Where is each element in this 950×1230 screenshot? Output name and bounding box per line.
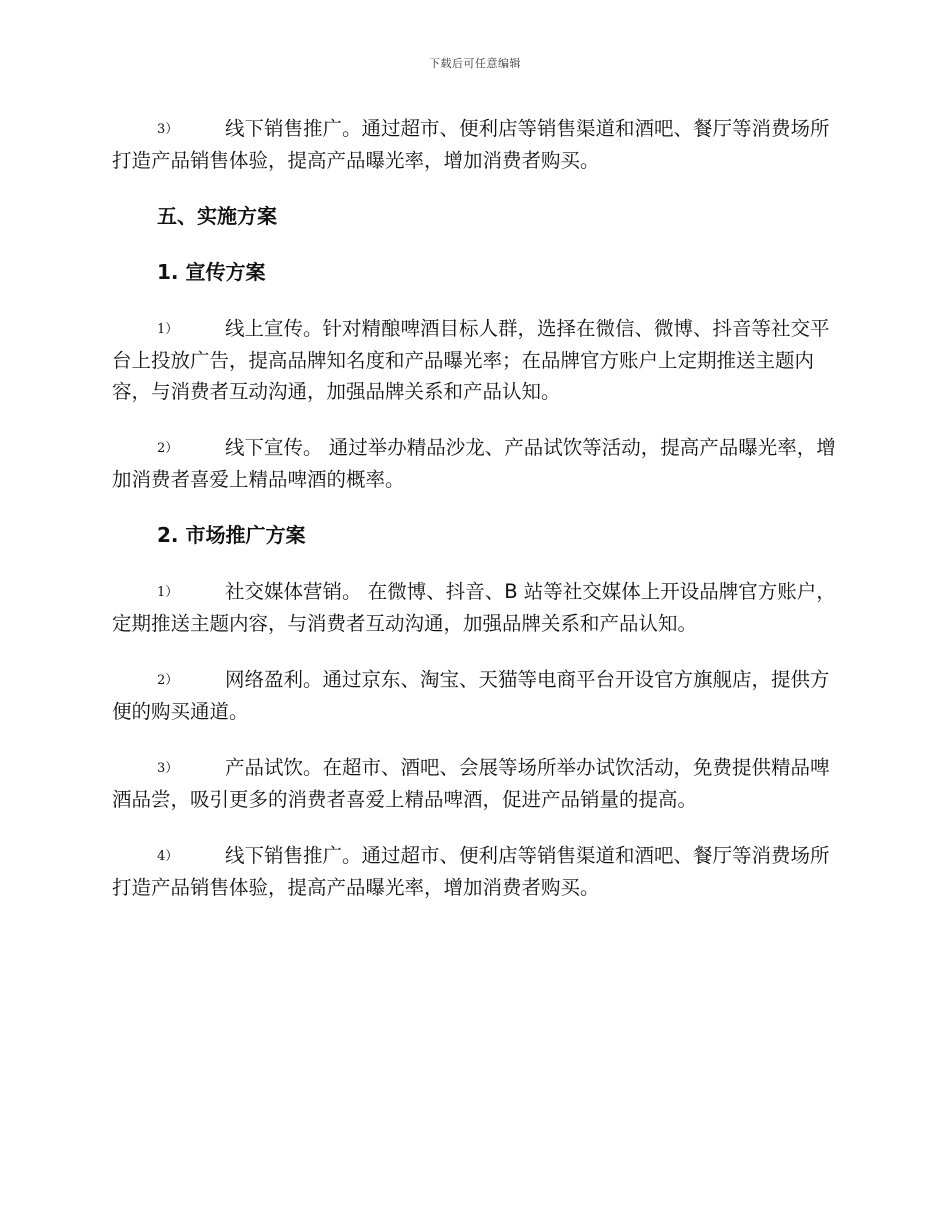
- list-number: 2）: [157, 441, 179, 456]
- list-number: 2）: [157, 673, 179, 688]
- paragraph-product-tasting: [112, 752, 838, 815]
- paragraph-text: 网络盈利。通过京东、淘宝、天猫等电商平台开设官方旗舰店，提供方便的购买通道。: [112, 668, 830, 723]
- paragraph-offline-sales-promo: [112, 113, 838, 176]
- section-heading-implementation: 五、实施方案: [157, 204, 277, 228]
- subsection-heading-market-promotion: 2. 市场推广方案: [157, 523, 306, 547]
- subsection-heading-publicity: 1. 宣传方案: [157, 260, 266, 284]
- paragraph-online-profit: [112, 664, 838, 727]
- list-number: 4）: [157, 849, 179, 864]
- paragraph-text: 社交媒体营销。 在微博、抖音、B 站等社交媒体上开设品牌官方账户，定期推送主题内容，与消费者互动沟通，加强品牌关系和产品认知。: [112, 580, 836, 635]
- paragraph-offline-publicity: [112, 432, 838, 495]
- paragraph-text: 产品试饮。在超市、酒吧、会展等场所举办试饮活动，免费提供精品啤酒品尝，吸引更多的消费者喜爱上精品啤酒，促进产品销量的提高。: [112, 756, 830, 811]
- paragraph-text: 线下宣传。 通过举办精品沙龙、产品试饮等活动，提高产品曝光率，增加消费者喜爱上精品啤酒的概率。: [112, 436, 836, 491]
- list-number: 3）: [157, 761, 179, 776]
- paragraph-text: 线上宣传。针对精酿啤酒目标人群，选择在微信、微博、抖音等社交平台上投放广告，提高品牌知名度和产品曝光率；在品牌官方账户上定期推送主题内容，与消费者互动沟通，加强品牌关系和产品认知。: [112, 317, 830, 403]
- document-body: [112, 113, 838, 928]
- page-header: 下载后可任意编辑: [429, 57, 521, 70]
- list-number: 3）: [157, 122, 179, 137]
- paragraph-social-media-marketing: [112, 576, 838, 639]
- paragraph-online-publicity: [112, 313, 838, 407]
- list-number: 1）: [157, 585, 179, 600]
- paragraph-text: 线下销售推广。通过超市、便利店等销售渠道和酒吧、餐厅等消费场所打造产品销售体验，提高产品曝光率，增加消费者购买。: [112, 844, 830, 899]
- paragraph-text: 线下销售推广。通过超市、便利店等销售渠道和酒吧、餐厅等消费场所打造产品销售体验，提高产品曝光率，增加消费者购买。: [112, 117, 830, 172]
- paragraph-offline-sales-promo-2: [112, 840, 838, 903]
- list-number: 1）: [157, 322, 179, 337]
